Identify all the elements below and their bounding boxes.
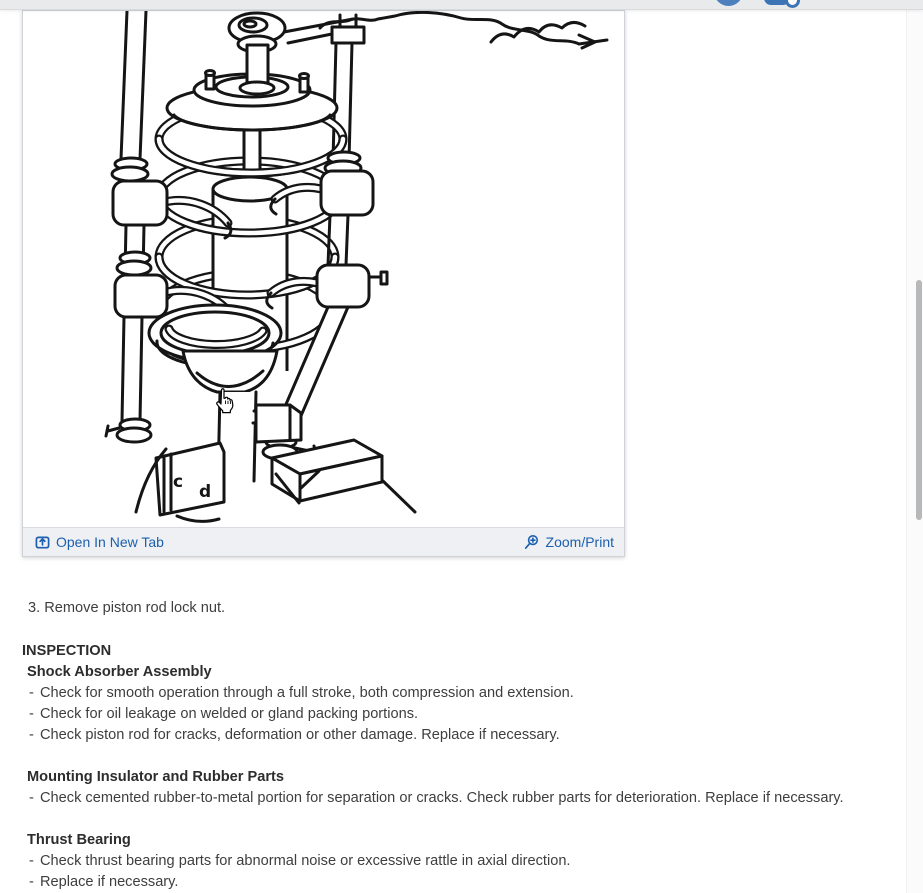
upper-mount [167,45,337,130]
section-heading-shock-absorber: Shock Absorber Assembly [27,664,212,680]
top-toolbar [0,0,923,10]
illustration-card [22,10,625,557]
bullet-dash: - [29,685,34,701]
bullet-dash: - [29,874,34,890]
section-heading-mounting-insulator: Mounting Insulator and Rubber Parts [27,769,285,785]
bullet-dash: - [29,706,34,722]
open-in-new-tab-label: Open In New Tab [56,534,164,550]
illustration-footer [23,527,624,556]
bullet-text: Check thrust bearing parts for abnormal noise or excessive rattle in axial direction. [40,853,571,869]
bullet-text: Check for oil leakage on welded or gland packing portions. [40,706,419,722]
bullet-text: Check cemented rubber-to-metal portion for separation or cracks. Check rubber parts for deterioration. Replace if necessary. [40,790,844,806]
toolbar-badge-ring-icon [785,0,800,8]
bullet-dash: - [29,790,34,806]
vise [136,405,415,521]
bullet-line [29,704,418,724]
strut-spring-compressor-illustration [23,11,624,527]
bullet-line [29,872,178,892]
step-text: 3. Remove piston rod lock nut. [28,600,226,616]
illustration-mark-d: d [199,482,212,502]
bullet-text: Check for smooth operation through a full stroke, both compression and extension. [40,685,574,701]
zoom-print-link[interactable] [523,534,614,551]
bullet-line [29,851,571,871]
bullet-line [29,683,574,703]
zoom-print-label: Zoom/Print [545,534,614,550]
zoom-plus-icon [523,534,540,551]
bullet-line [29,788,844,808]
bullet-dash: - [29,853,34,869]
open-in-new-tab-icon [35,535,50,550]
bullet-dash: - [29,727,34,743]
inspection-heading: INSPECTION [22,643,112,659]
bullet-line [29,725,560,745]
section-heading-thrust-bearing: Thrust Bearing [27,832,131,848]
bullet-text: Replace if necessary. [40,874,179,890]
illustration-mark-c: c [173,472,184,492]
scrollbar-thumb[interactable] [916,280,922,520]
bullet-text: Check piston rod for cracks, deformation or other damage. Replace if necessary. [40,727,560,743]
open-in-new-tab-link[interactable] [35,534,164,550]
toolbar-circle-icon[interactable] [714,0,743,6]
illustration-viewport[interactable] [23,11,624,527]
